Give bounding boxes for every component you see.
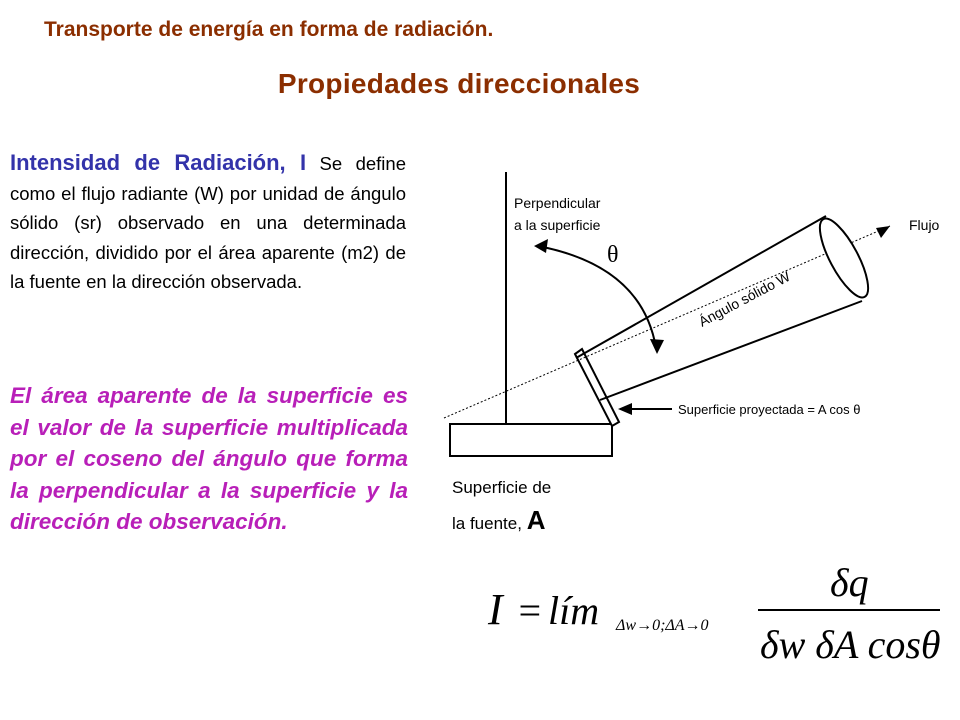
cone-upper-edge bbox=[576, 216, 826, 358]
source-label-symbol: A bbox=[526, 505, 546, 535]
theta-arc-arrow-start bbox=[534, 239, 548, 253]
source-label-line2: la fuente bbox=[452, 514, 518, 533]
theta-arc-arrow-end bbox=[650, 339, 664, 354]
theta-label: θ bbox=[607, 242, 619, 268]
radiation-diagram bbox=[410, 150, 960, 470]
flux-label: Flujo bbox=[909, 217, 940, 233]
formula-subscript: Δw→0;ΔA→0 bbox=[616, 617, 709, 634]
definition-term: Intensidad de Radiación, I bbox=[10, 150, 307, 175]
source-surface-block bbox=[450, 424, 612, 456]
intensity-formula bbox=[470, 560, 950, 670]
formula-equals: = bbox=[516, 588, 543, 633]
section-subtitle: Transporte de energía en forma de radiación. bbox=[44, 18, 494, 41]
projected-surface-plate bbox=[575, 349, 619, 426]
projected-surface-label: Superficie proyectada = A cos θ bbox=[678, 402, 861, 417]
source-label-comma: , bbox=[517, 514, 527, 533]
page-title: Propiedades direccionales bbox=[277, 68, 641, 99]
source-surface-label bbox=[452, 472, 612, 540]
source-label-line1: Superficie de bbox=[452, 478, 552, 497]
solid-angle-label: Ángulo sólido W bbox=[695, 268, 793, 330]
formula-denominator: δw δA cosθ bbox=[760, 622, 941, 667]
perpendicular-label-line1: Perpendicular bbox=[514, 195, 601, 211]
cone-base-ellipse bbox=[811, 213, 877, 304]
theta-arc bbox=[538, 246, 656, 348]
observation-direction-line bbox=[444, 226, 890, 418]
formula-lhs: I bbox=[488, 585, 503, 634]
projected-surface-pointer-arrow bbox=[618, 403, 632, 415]
cone-lower-edge bbox=[600, 301, 862, 400]
formula-lim: lím bbox=[548, 588, 600, 633]
apparent-area-paragraph: El área aparente de la superficie es el valor de la superficie multiplicada por el coseno del ángulo que forma la perpendicular a la superficie y la dirección de observación. bbox=[10, 383, 408, 534]
definition-paragraph bbox=[10, 148, 406, 297]
definition-text: Se define como el flujo radiante (W) por unidad de ángulo sólido (sr) observado en una determinada dirección, dividido por el área aparente (m2) de la fuente en la dirección observada. bbox=[10, 153, 406, 292]
perpendicular-label-line2: a la superficie bbox=[514, 217, 601, 233]
flux-arrowhead bbox=[876, 226, 890, 238]
formula-numerator: δq bbox=[830, 560, 869, 605]
